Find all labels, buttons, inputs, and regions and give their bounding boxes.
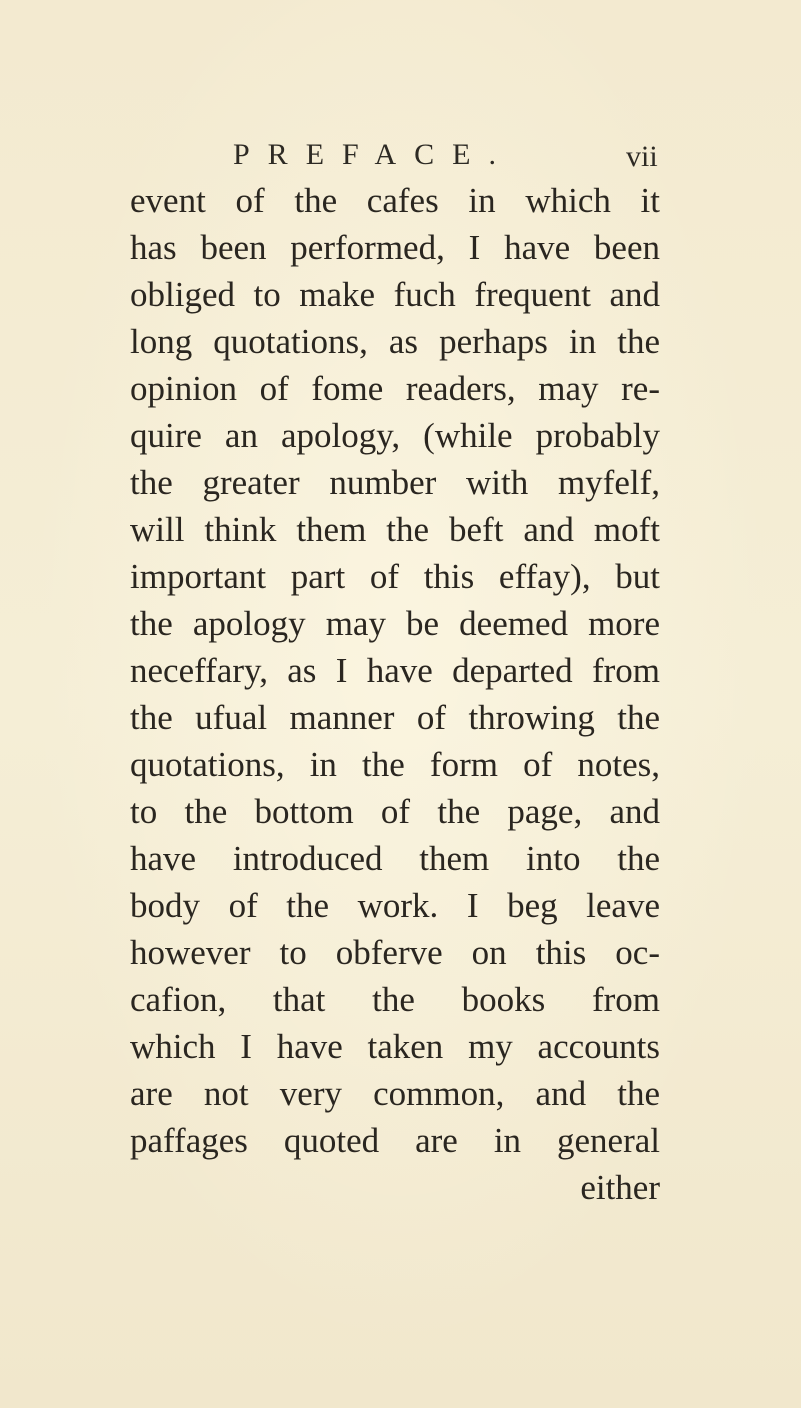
text-line: which I have taken my accounts — [130, 1027, 660, 1066]
text-line: the apology may be deemed more — [130, 604, 660, 643]
page-number: vii — [626, 140, 658, 173]
text-line: have introduced them into the — [130, 839, 660, 878]
text-line: the ufual manner of throwing the — [130, 698, 660, 737]
text-line: the greater number with myfelf, — [130, 463, 660, 502]
text-line: obliged to make fuch frequent and — [130, 275, 660, 314]
text-line: opinion of fome readers, may re- — [130, 369, 660, 408]
text-line: cafion, that the books from — [130, 980, 660, 1019]
text-line: long quotations, as perhaps in the — [130, 322, 660, 361]
text-line: to the bottom of the page, and — [130, 792, 660, 831]
text-line: event of the cafes in which it — [130, 181, 660, 220]
text-line: paffages quoted are in general — [130, 1121, 660, 1160]
running-head-title: PREFACE. — [233, 138, 514, 171]
body-text — [130, 177, 660, 1211]
text-line: important part of this effay), but — [130, 557, 660, 596]
text-line: are not very common, and the — [130, 1074, 660, 1113]
text-line: has been performed, I have been — [130, 228, 660, 267]
text-line: quire an apology, (while probably — [130, 416, 660, 455]
text-line: quotations, in the form of notes, — [130, 745, 660, 784]
text-line: however to obferve on this oc- — [130, 933, 660, 972]
text-line: body of the work. I beg leave — [130, 886, 660, 925]
running-head — [233, 138, 663, 178]
text-line: will think them the beft and moft — [130, 510, 660, 549]
text-line: neceffary, as I have departed from — [130, 651, 660, 690]
catchword: either — [580, 1168, 660, 1207]
